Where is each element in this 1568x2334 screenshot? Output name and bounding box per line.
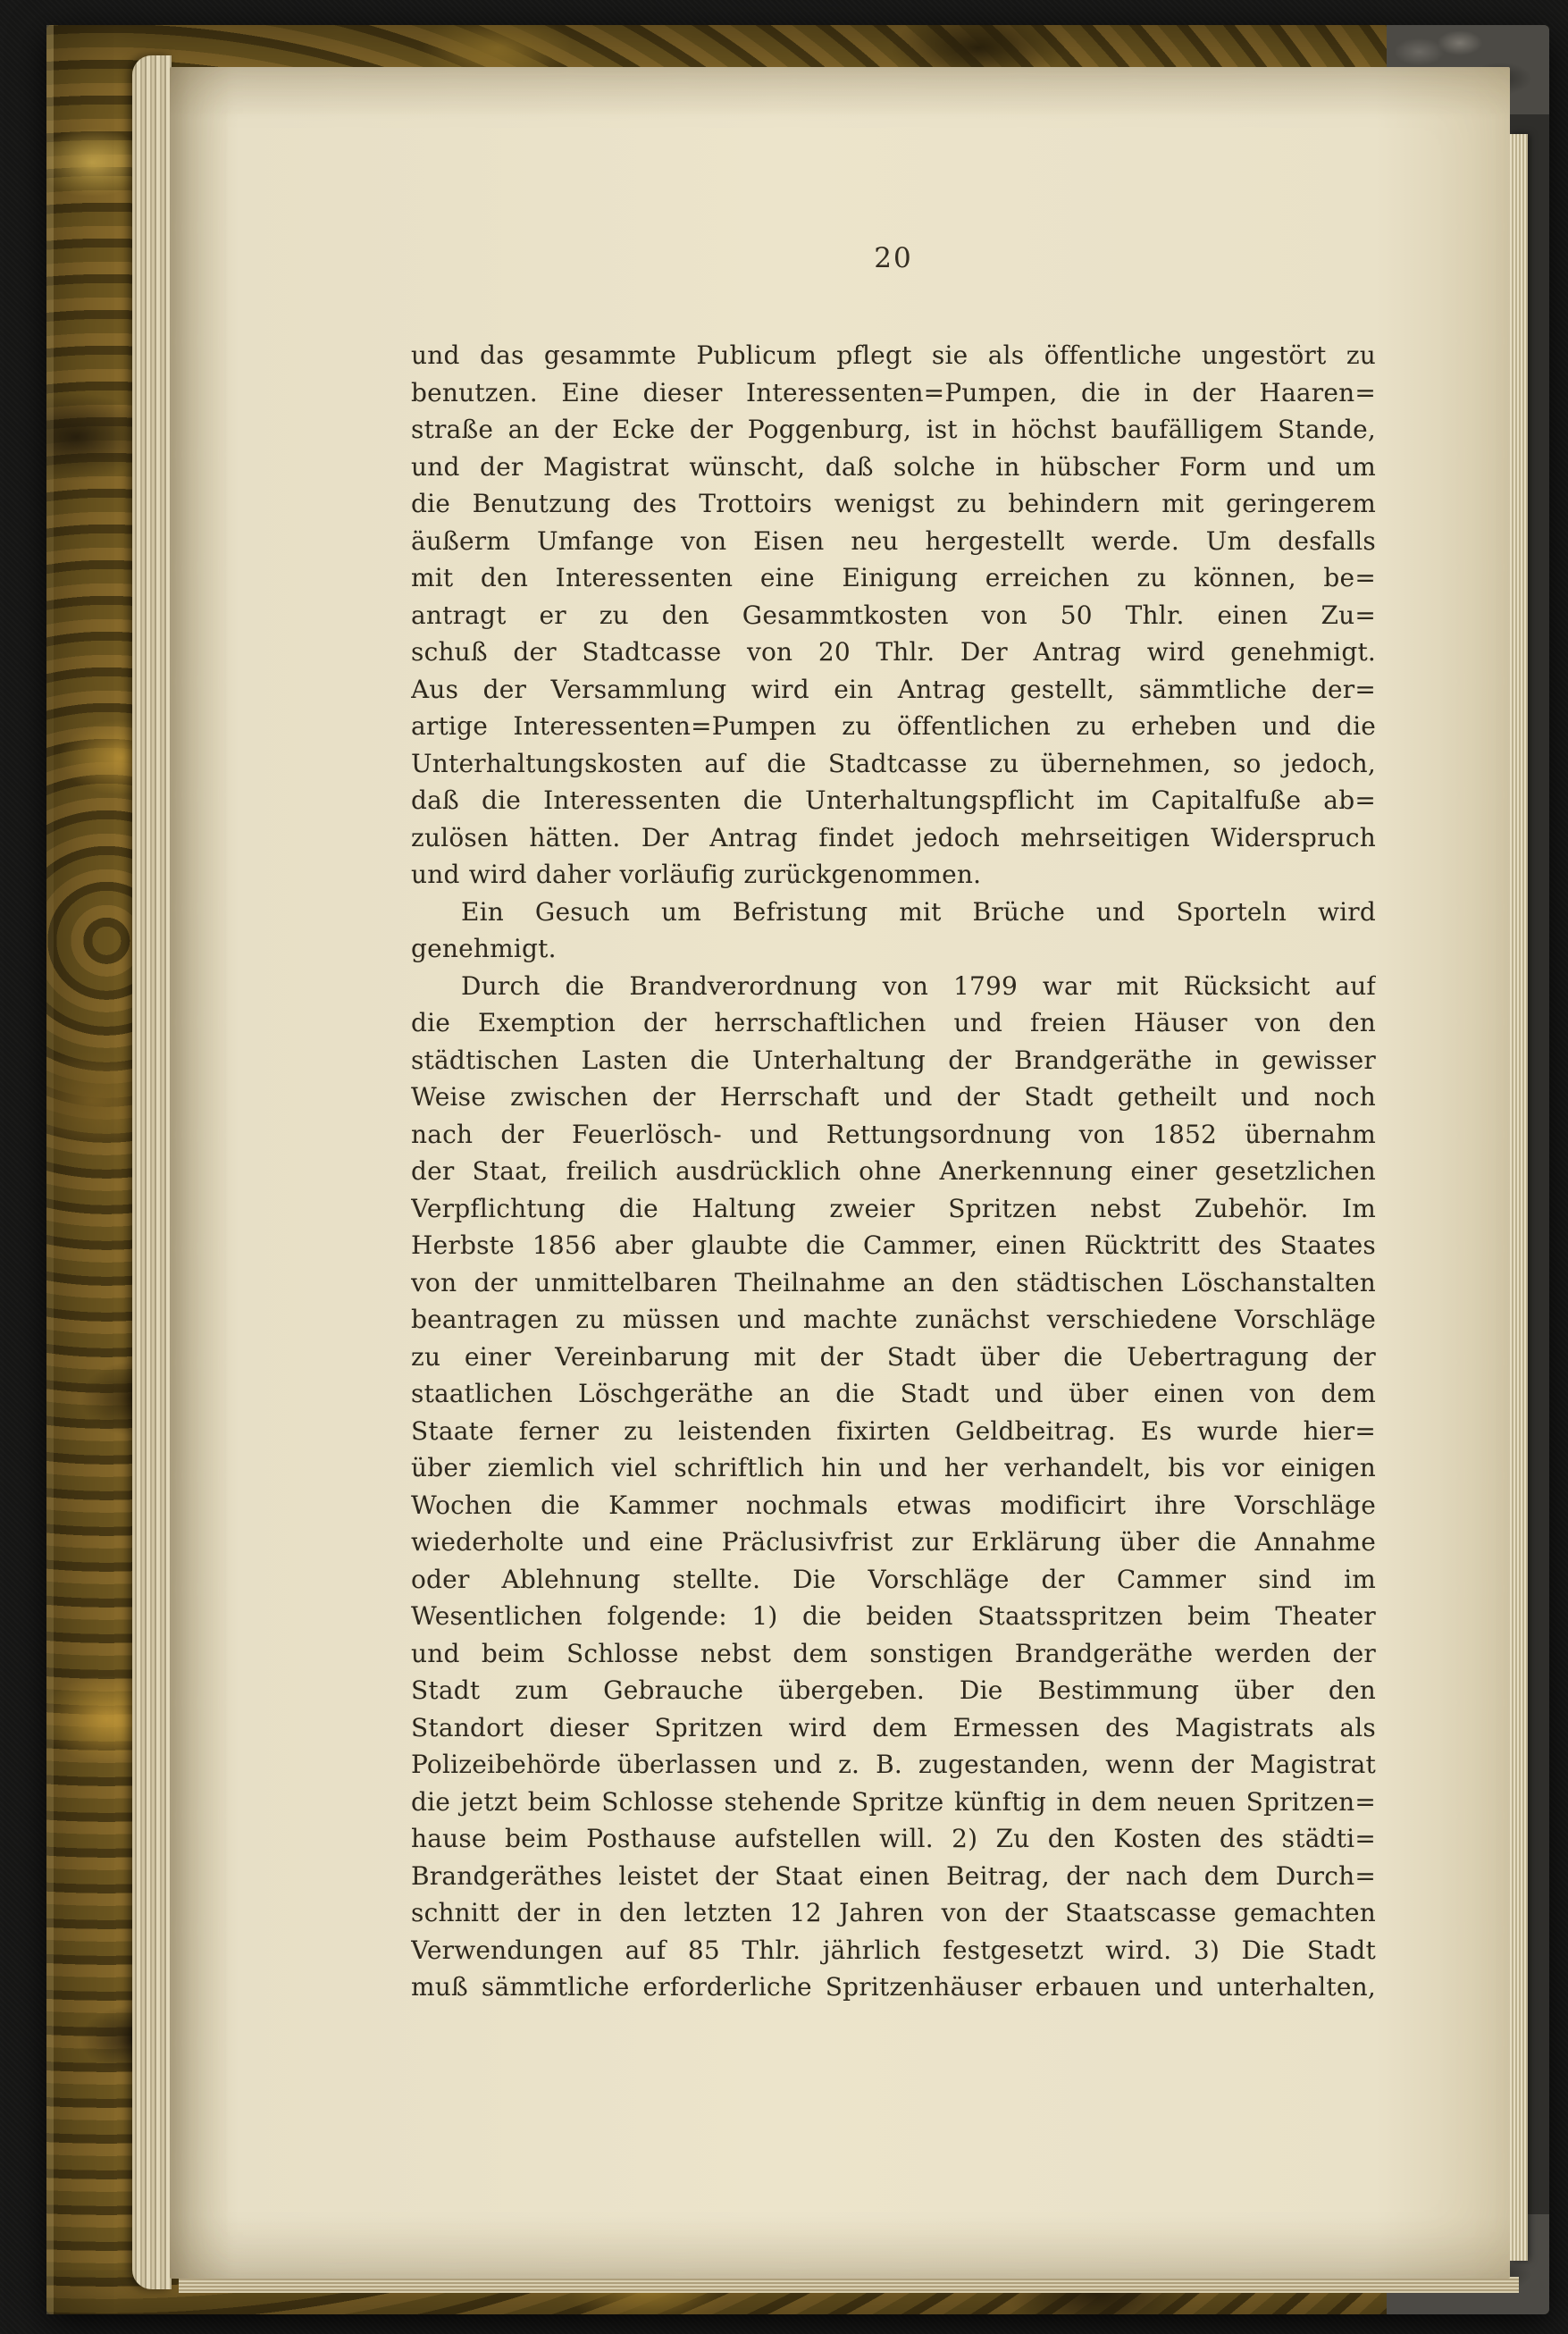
text-line: Weise zwischen der Herrschaft und der Stadt getheilt und noch bbox=[411, 1082, 1376, 1112]
text-line: städtischen Lasten die Unterhaltung der Brandgeräthe in gewisser bbox=[411, 1045, 1376, 1075]
text-line: und wird daher vorläufig zurückgenommen. bbox=[411, 860, 982, 889]
text-line: antragt er zu den Gesammtkosten von 50 Thlr. einen Zu= bbox=[411, 600, 1376, 630]
text-line: äußerm Umfange von Eisen neu hergestellt werde. Um desfalls bbox=[411, 525, 1376, 556]
text-line: mit den Interessenten eine Einigung erreichen zu können, be= bbox=[411, 563, 1376, 592]
page-edges-right bbox=[1510, 134, 1528, 2261]
text-line: der Staat, freilich ausdrücklich ohne Anerkennung einer gesetzlichen bbox=[411, 1156, 1376, 1186]
body-text bbox=[411, 337, 1376, 2006]
text-line: Verwendungen auf 85 Thlr. jährlich festgesetzt wird. 3) Die Stadt bbox=[411, 1935, 1376, 1965]
text-line: Brandgeräthes leistet der Staat einen Beitrag, der nach dem Durch= bbox=[411, 1860, 1376, 1891]
text-line: Polizeibehörde überlassen und z. B. zugestanden, wenn der Magistrat bbox=[411, 1750, 1376, 1779]
text-line: Aus der Versammlung wird ein Antrag gestellt, sämmtliche der= bbox=[411, 674, 1376, 704]
page-edges-bottom bbox=[179, 2277, 1519, 2293]
text-line: muß sämmtliche erforderliche Spritzenhäuser erbauen und unterhalten, bbox=[411, 1972, 1376, 2002]
text-line: schnitt der in den letzten 12 Jahren von der Staatscasse gemachten bbox=[411, 1898, 1376, 1927]
text-line: wiederholte und eine Präclusivfrist zur Erklärung über die Annahme bbox=[411, 1527, 1376, 1557]
text-line: Verpflichtung die Haltung zweier Spritzen nebst Zubehör. Im bbox=[411, 1193, 1376, 1223]
text-line: Herbste 1856 aber glaubte die Cammer, einen Rücktritt des Staates bbox=[411, 1230, 1376, 1260]
text-line: Ein Gesuch um Befristung mit Brüche und Sporteln wird bbox=[461, 896, 1376, 927]
book-page bbox=[170, 67, 1510, 2279]
text-line: daß die Interessenten die Unterhaltungspflicht im Capitalfuße ab= bbox=[411, 785, 1376, 815]
text-line: und beim Schlosse nebst dem sonstigen Brandgeräthe werden der bbox=[411, 1638, 1376, 1668]
text-line: zulösen hätten. Der Antrag findet jedoch mehrseitigen Widerspruch bbox=[411, 822, 1376, 852]
text-line: Durch die Brandverordnung von 1799 war mit Rücksicht auf bbox=[461, 970, 1376, 1001]
text-line: Unterhaltungskosten auf die Stadtcasse zu übernehmen, so jedoch, bbox=[411, 748, 1376, 778]
text-line: genehmigt. bbox=[411, 934, 557, 963]
text-line: und der Magistrat wünscht, daß solche in hübscher Form und um bbox=[411, 451, 1376, 482]
text-line: hause beim Posthause aufstellen will. 2) Zu den Kosten des städti= bbox=[411, 1824, 1376, 1853]
text-line: die Exemption der herrschaftlichen und freien Häuser von den bbox=[411, 1008, 1376, 1037]
text-line: Wochen die Kammer nochmals etwas modificirt ihre Vorschläge bbox=[411, 1490, 1376, 1520]
page-edges-left bbox=[132, 55, 172, 2289]
text-line: oder Ablehnung stellte. Die Vorschläge der Cammer sind im bbox=[411, 1564, 1376, 1594]
text-line: Staate ferner zu leistenden fixirten Geldbeitrag. Es wurde hier= bbox=[411, 1415, 1376, 1446]
text-line: Standort dieser Spritzen wird dem Ermessen des Magistrats als bbox=[411, 1712, 1376, 1742]
text-line: nach der Feuerlösch- und Rettungsordnung von 1852 übernahm bbox=[411, 1119, 1376, 1149]
text-line: beantragen zu müssen und machte zunächst verschiedene Vorschläge bbox=[411, 1305, 1376, 1334]
text-line: schuß der Stadtcasse von 20 Thlr. Der Antrag wird genehmigt. bbox=[411, 637, 1376, 667]
text-line: staatlichen Löschgeräthe an die Stadt und über einen von dem bbox=[411, 1379, 1376, 1408]
text-line: straße an der Ecke der Poggenburg, ist in höchst baufälligem Stande, bbox=[411, 415, 1376, 444]
text-line: Wesentlichen folgende: 1) die beiden Staatsspritzen beim Theater bbox=[411, 1601, 1376, 1631]
text-line: von der unmittelbaren Theilnahme an den städtischen Löschanstalten bbox=[411, 1267, 1376, 1297]
text-line: über ziemlich viel schriftlich hin und her verhandelt, bis vor einigen bbox=[411, 1453, 1376, 1482]
text-line: benutzen. Eine dieser Interessenten=Pumpen, die in der Haaren= bbox=[411, 377, 1376, 407]
text-line: Stadt zum Gebrauche übergeben. Die Bestimmung über den bbox=[411, 1675, 1376, 1705]
page-number: 20 bbox=[874, 242, 913, 274]
text-line: zu einer Vereinbarung mit der Stadt über die Uebertragung der bbox=[411, 1341, 1376, 1372]
text-line: artige Interessenten=Pumpen zu öffentlichen zu erheben und die bbox=[411, 711, 1376, 741]
text-line: die Benutzung des Trottoirs wenigst zu behindern mit geringerem bbox=[411, 489, 1376, 518]
text-line: die jetzt beim Schlosse stehende Spritze künftig in dem neuen Spritzen= bbox=[411, 1786, 1376, 1817]
text-line: und das gesammte Publicum pflegt sie als öffentliche ungestört zu bbox=[411, 340, 1376, 370]
